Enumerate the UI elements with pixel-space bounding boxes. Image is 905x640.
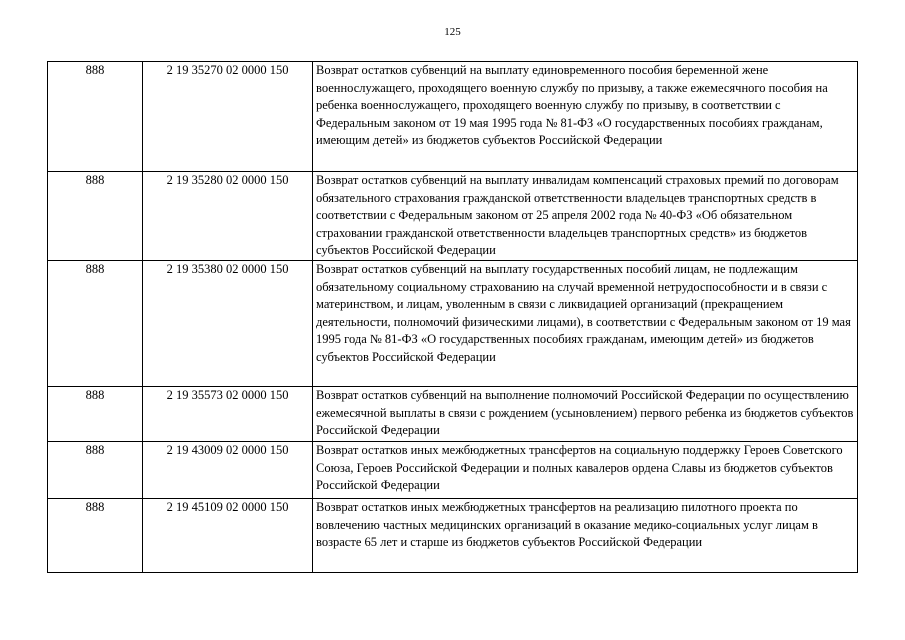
description-cell: Возврат остатков иных межбюджетных трансфертов на социальную поддержку Героев Советского Союза, Героев Российской Федерации и полных кавалеров ордена Славы из бюджетов субъектов Российской Федерации <box>313 442 858 499</box>
budget-classification-table <box>47 61 858 573</box>
budget-code-cell: 2 19 45109 02 0000 150 <box>143 499 313 573</box>
table-row <box>48 499 858 573</box>
admin-code-cell: 888 <box>48 442 143 499</box>
table-row <box>48 172 858 261</box>
table-row <box>48 62 858 172</box>
description-cell: Возврат остатков субвенций на выполнение полномочий Российской Федерации по осуществлению ежемесячной выплаты в связи с рождением (усыновлением) первого ребенка из бюджетов субъектов Российской Федерации <box>313 387 858 442</box>
budget-code-cell: 2 19 35573 02 0000 150 <box>143 387 313 442</box>
table-row <box>48 261 858 387</box>
budget-code-cell: 2 19 35270 02 0000 150 <box>143 62 313 172</box>
description-cell: Возврат остатков субвенций на выплату единовременного пособия беременной жене военнослужащего, проходящего военную службу по призыву, а также ежемесячного пособия на ребенка военнослужащего, проходящего военную службу по призыву, в соответствии с Федеральным законом от 19 мая 1995 года № 81-ФЗ «О государственных пособиях гражданам, имеющим детей» из бюджетов субъектов Российской Федерации <box>313 62 858 172</box>
budget-code-cell: 2 19 35280 02 0000 150 <box>143 172 313 261</box>
page-number: 125 <box>444 26 461 38</box>
admin-code-cell: 888 <box>48 172 143 261</box>
description-cell: Возврат остатков иных межбюджетных трансфертов на реализацию пилотного проекта по вовлечению частных медицинских организаций в оказание медико-социальных услуг лицам в возрасте 65 лет и старше из бюджетов субъектов Российской Федерации <box>313 499 858 573</box>
budget-code-cell: 2 19 43009 02 0000 150 <box>143 442 313 499</box>
table-row <box>48 387 858 442</box>
admin-code-cell: 888 <box>48 62 143 172</box>
admin-code-cell: 888 <box>48 499 143 573</box>
description-cell: Возврат остатков субвенций на выплату инвалидам компенсаций страховых премий по договорам обязательного страхования гражданской ответственности владельцев транспортных средств в соответствии с Федеральным законом от 25 апреля 2002 года № 40-ФЗ «Об обязательном страховании гражданской ответственности владельцев транспортных средств» из бюджетов субъектов Российской Федерации <box>313 172 858 261</box>
admin-code-cell: 888 <box>48 261 143 387</box>
budget-code-cell: 2 19 35380 02 0000 150 <box>143 261 313 387</box>
admin-code-cell: 888 <box>48 387 143 442</box>
table-row <box>48 442 858 499</box>
description-cell: Возврат остатков субвенций на выплату государственных пособий лицам, не подлежащим обязательному социальному страхованию на случай временной нетрудоспособности и в связи с материнством, и лицам, уволенным в связи с ликвидацией организаций (прекращением деятельности, полномочий физическими лицами), в соответствии с Федеральным законом от 19 мая 1995 года № 81-ФЗ «О государственных пособиях гражданам, имеющим детей» из бюджетов субъектов Российской Федерации <box>313 261 858 387</box>
